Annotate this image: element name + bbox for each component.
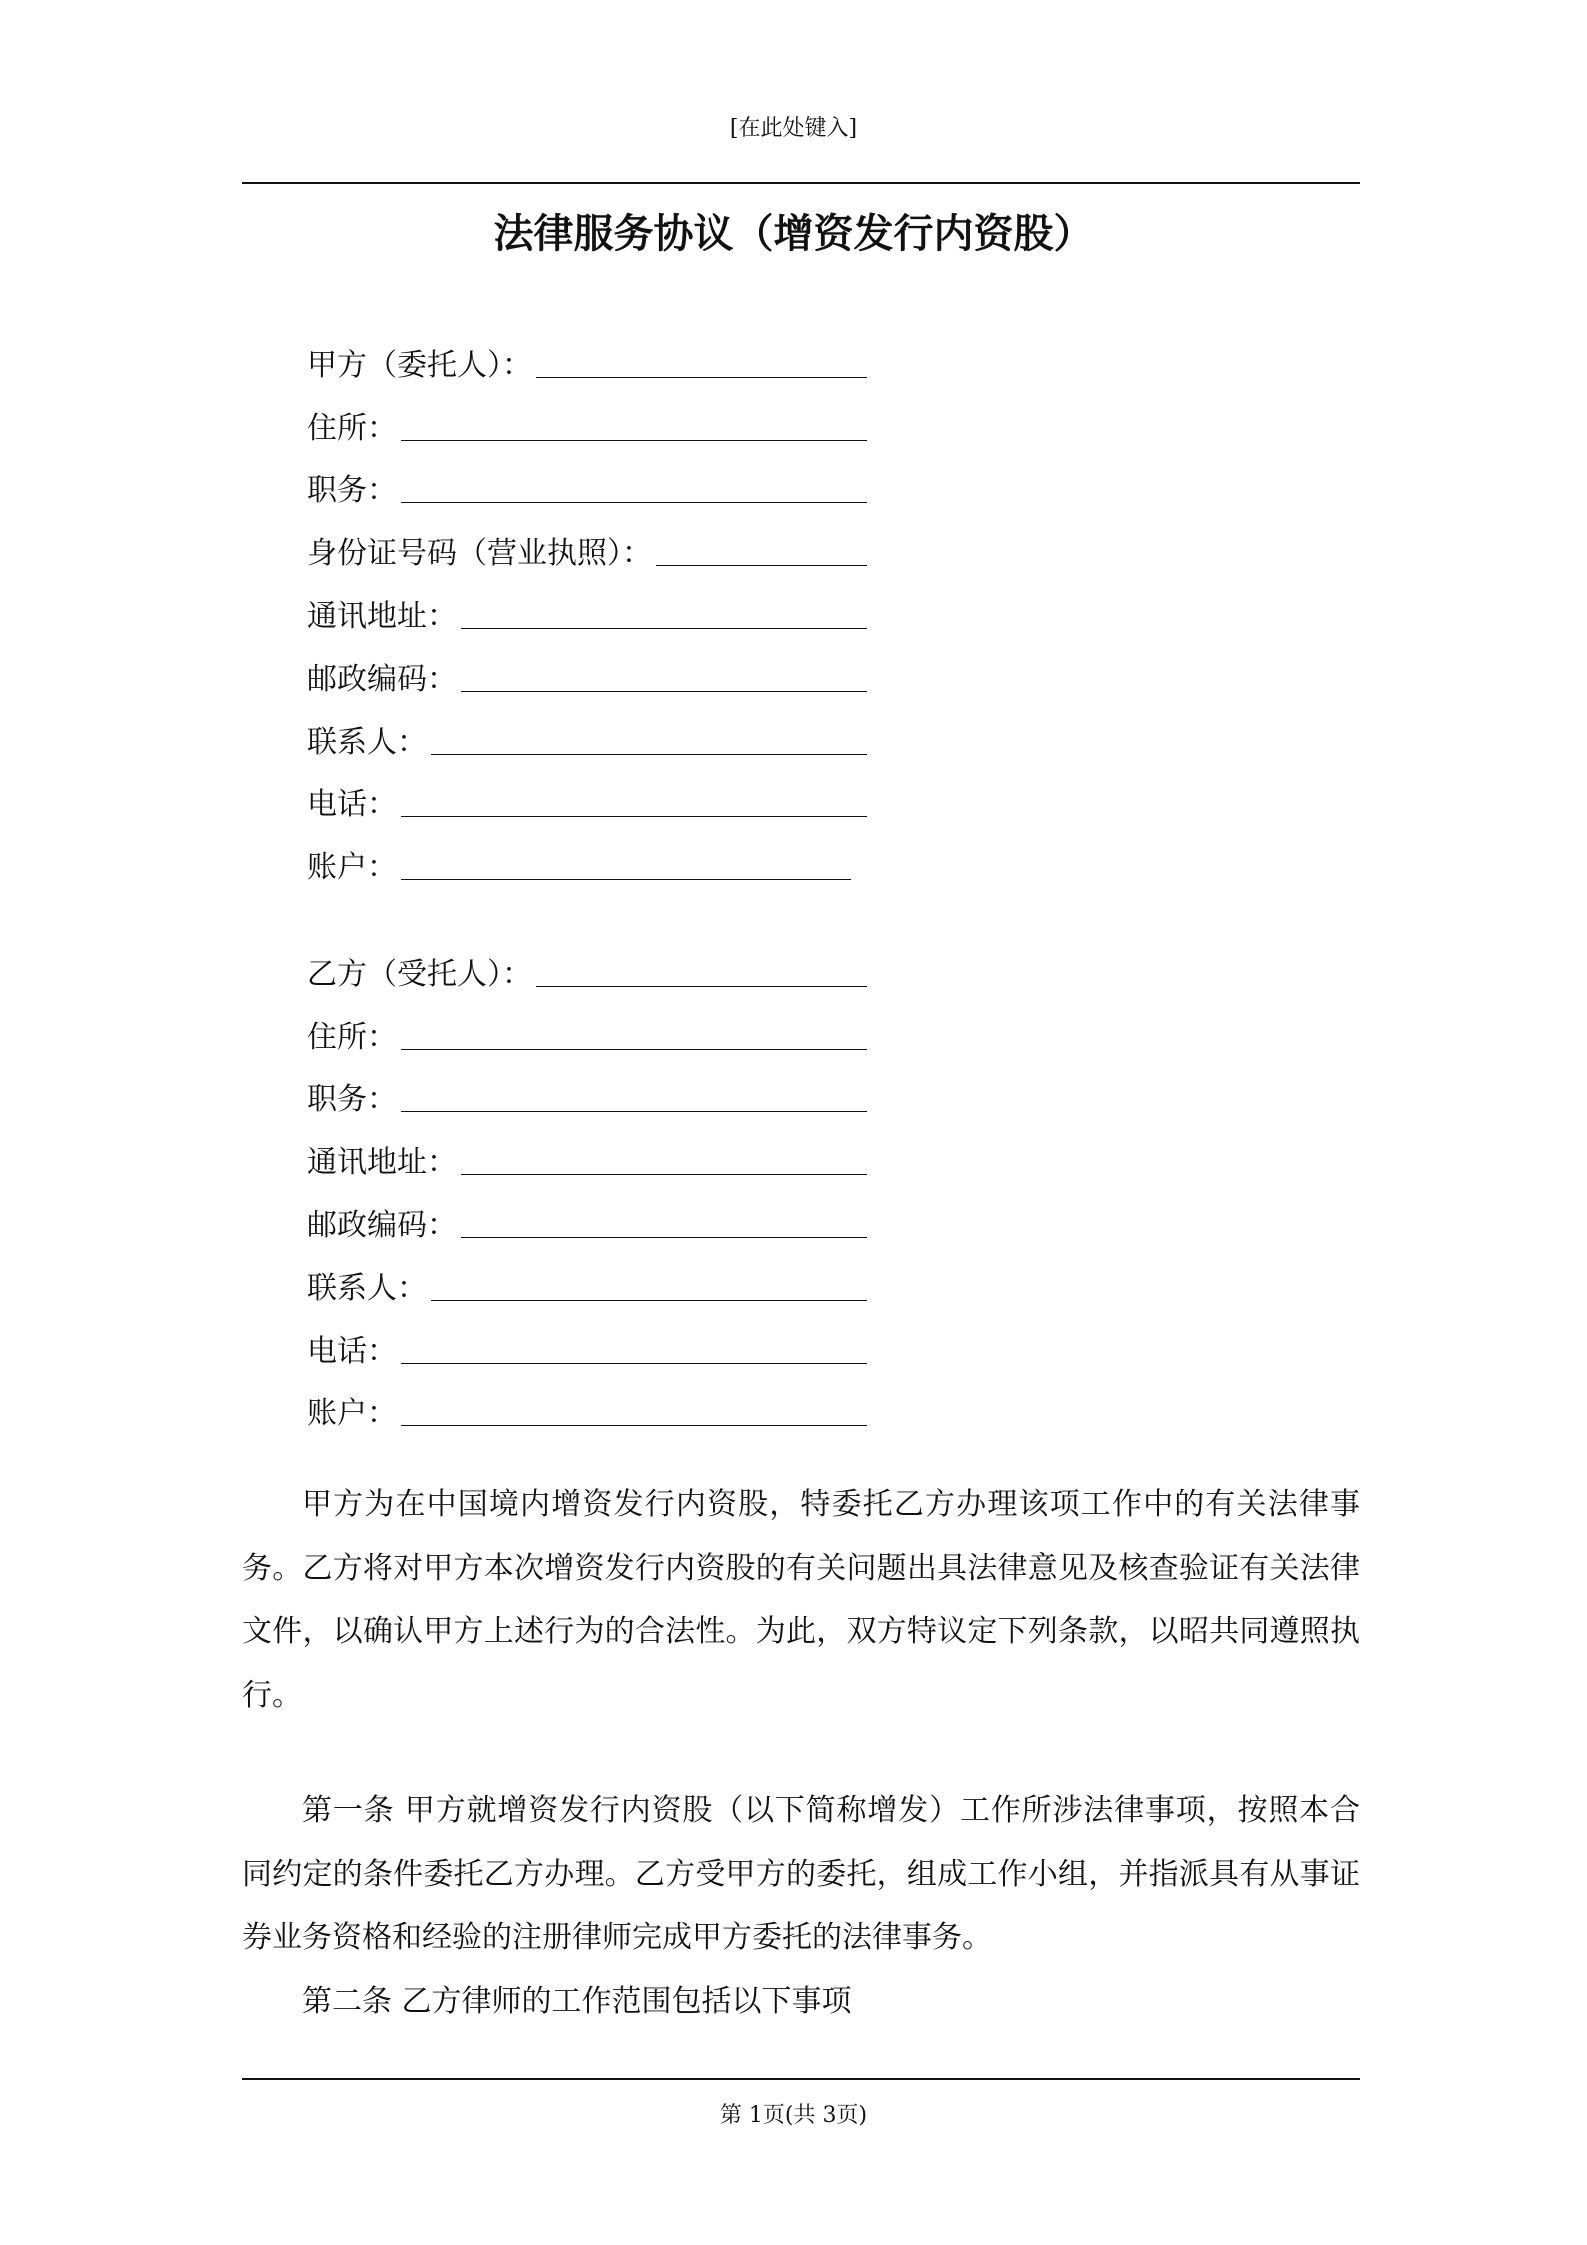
fill-in-blank[interactable]: [461, 1174, 867, 1175]
fill-in-blank[interactable]: [401, 1111, 867, 1112]
party-a-postal-code-field: [307, 637, 867, 700]
field-label: 账户：: [307, 1396, 397, 1432]
party-a-principal-field: [307, 323, 867, 386]
party-b-section: [307, 932, 867, 1434]
field-label: 乙方（受托人）：: [307, 956, 532, 992]
party-b-position-field: [307, 1058, 867, 1121]
field-label: 身份证号码（营业执照）：: [307, 536, 652, 572]
fill-in-blank[interactable]: [536, 986, 867, 987]
field-label: 邮政编码：: [307, 661, 457, 697]
page-header: [在此处键入]: [729, 116, 858, 141]
fill-in-blank[interactable]: [401, 440, 867, 441]
party-b-address-field: [307, 995, 867, 1058]
party-b-mailing-address-field: [307, 1120, 867, 1183]
article-1-paragraph: 第一条 甲方就增资发行内资股（以下简称增发）工作所涉法律事项，按照本合同约定的条件委托乙方办理。乙方受甲方的委托，组成工作小组，并指派具有从事证券业务资格和经验的注册律师完成甲方委托的法律事务。: [242, 1793, 1360, 1955]
field-label: 电话：: [307, 1333, 397, 1369]
footer-divider: [242, 2078, 1360, 2080]
fill-in-blank[interactable]: [401, 502, 867, 503]
field-label: 电话：: [307, 787, 397, 823]
page-number: 第 1页(共 3页): [719, 2103, 868, 2128]
agreement-body: [242, 1473, 1360, 2033]
party-a-position-field: [307, 449, 867, 512]
fill-in-blank[interactable]: [401, 816, 867, 817]
header-divider: [242, 182, 1360, 184]
party-a-id-number-field: [307, 511, 867, 574]
field-label: 甲方（委托人）：: [307, 347, 532, 383]
party-a-phone-field: [307, 763, 867, 826]
field-label: 通讯地址：: [307, 1145, 457, 1181]
fill-in-blank[interactable]: [401, 879, 851, 880]
intro-paragraph: 甲方为在中国境内增资发行内资股，特委托乙方办理该项工作中的有关法律事务。乙方将对甲方本次增资发行内资股的有关问题出具法律意见及核查验证有关法律文件，以确认甲方上述行为的合法性。为此，双方特议定下列条款，以昭共同遵照执行。: [242, 1487, 1360, 1713]
field-label: 通讯地址：: [307, 598, 457, 634]
fill-in-blank[interactable]: [461, 628, 867, 629]
fill-in-blank[interactable]: [656, 565, 867, 566]
field-label: 住所：: [307, 1019, 397, 1055]
party-b-phone-field: [307, 1309, 867, 1372]
fill-in-blank[interactable]: [401, 1425, 867, 1426]
field-label: 联系人：: [307, 1270, 427, 1306]
fill-in-blank[interactable]: [401, 1049, 867, 1050]
fill-in-blank[interactable]: [536, 377, 867, 378]
field-label: 住所：: [307, 410, 397, 446]
party-a-address-field: [307, 386, 867, 449]
party-a-mailing-address-field: [307, 574, 867, 637]
field-label: 职务：: [307, 1082, 397, 1118]
party-b-postal-code-field: [307, 1183, 867, 1246]
fill-in-blank[interactable]: [401, 1363, 867, 1364]
party-a-contact-field: [307, 700, 867, 763]
fill-in-blank[interactable]: [431, 1300, 867, 1301]
party-a-account-field: [307, 825, 867, 888]
article-2-paragraph: 第二条 乙方律师的工作范围包括以下事项: [302, 1983, 852, 2019]
fill-in-blank[interactable]: [431, 754, 867, 755]
party-b-account-field: [307, 1372, 867, 1435]
field-label: 联系人：: [307, 724, 427, 760]
party-b-contact-field: [307, 1246, 867, 1309]
field-label: 账户：: [307, 850, 397, 886]
field-label: 职务：: [307, 473, 397, 509]
field-label: 邮政编码：: [307, 1207, 457, 1243]
fill-in-blank[interactable]: [461, 1237, 867, 1238]
party-a-section: [307, 323, 867, 888]
document-title: 法律服务协议（增资发行内资股）: [493, 210, 1094, 257]
party-b-trustee-field: [307, 932, 867, 995]
fill-in-blank[interactable]: [461, 691, 867, 692]
